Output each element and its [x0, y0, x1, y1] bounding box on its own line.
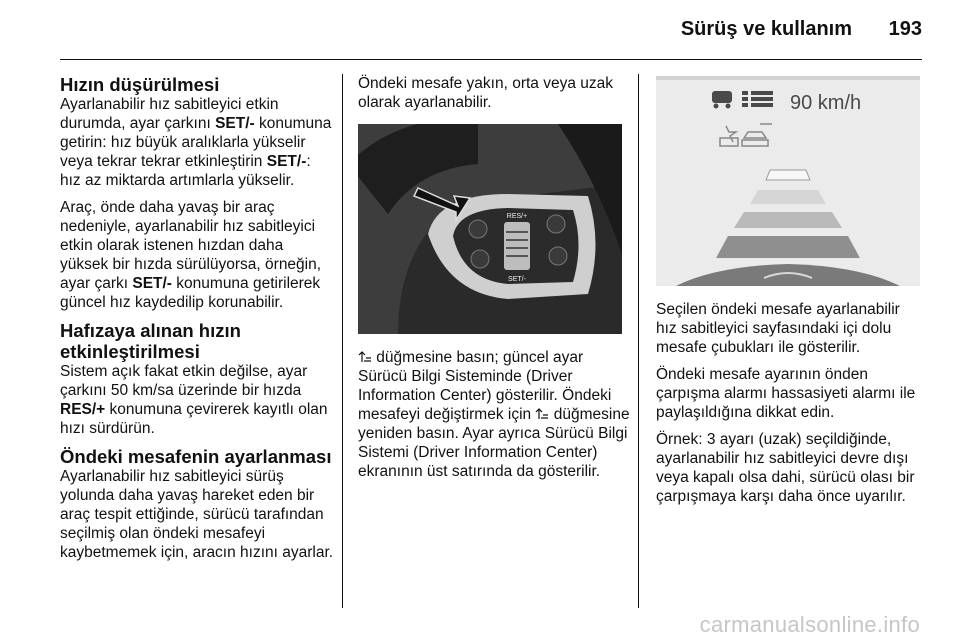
wheel-label-res: RES/+	[506, 213, 528, 220]
column-divider	[342, 74, 343, 608]
paragraph: Ayarlanabilir hız sabitleyici sürüş yolunda daha yavaş hareket eden bir araç tespit ettiğinde, sürücü tarafından seçilmiş olan öndeki mesafeyi kaybetmemek için, aracın hızını ayarlar.	[60, 468, 334, 561]
running-header-title: Sürüş ve kullanım	[680, 18, 852, 40]
page-number: 193	[888, 18, 922, 40]
column-middle-text	[358, 348, 630, 489]
distance-bar-2	[750, 190, 826, 204]
column-divider	[638, 74, 639, 608]
paragraph: Öndeki mesafe ayarının önden çarpışma alarmı hassasiyeti alarmı ile paylaşıldığına dikkat edin.	[656, 366, 916, 421]
distance-bar-1	[766, 170, 810, 180]
driver-information-center-figure	[656, 76, 920, 286]
column-middle	[358, 74, 630, 120]
column-right-text	[656, 300, 922, 514]
watermark: carmanualsonline.info	[699, 612, 920, 637]
paragraph: Sistem açık fakat etkin değilse, ayar çarkını 50 km/sa üzerinde bir hızda RES/+ konumuna çevirerek kayıtlı olan hızı sürdürün.	[60, 363, 328, 437]
distance-button-icon	[535, 408, 549, 420]
distance-bars-icon	[742, 91, 773, 107]
section-heading: Hafızaya alınan hızın etkinleştirilmesi	[60, 320, 241, 362]
distance-bar-4	[716, 236, 860, 258]
section-heading: Hızın düşürülmesi	[60, 74, 220, 95]
column-left	[60, 74, 334, 570]
steering-wheel-controls-figure	[358, 124, 622, 334]
distance-bar-3	[734, 212, 842, 228]
distance-button-icon	[358, 351, 372, 363]
paragraph: Öndeki mesafe yakın, orta veya uzak olarak ayarlanabilir.	[358, 75, 614, 111]
header-rule	[60, 59, 922, 60]
paragraph: Seçilen öndeki mesafe ayarlanabilir hız sabitleyici sayfasındaki içi dolu mesafe çubukları ile gösterilir.	[656, 301, 900, 356]
dic-speed-readout: 90 km/h	[790, 92, 862, 114]
wheel-label-set: SET/-	[508, 276, 526, 283]
section-heading: Öndeki mesafenin ayarlanması	[60, 446, 332, 467]
paragraph: Örnek: 3 ayarı (uzak) seçildiğinde, ayarlanabilir hız sabitleyici devre dışı veya kapalı olsa dahi, sürücü olası bir çarpışmaya karşı daha önce uyarılır.	[656, 431, 915, 505]
paragraph: düğmesine basın; güncel ayar Sürücü Bilgi Sisteminde (Driver Information Center) gösterilir. Öndeki mesafeyi değiştirmek için düğmesine yeniden basın. Ayar ayrıca Sürücü Bilgi Sistemi (Driver Information Center) ekranının üst satırında da gösterilir.	[358, 349, 630, 480]
paragraph: Araç, önde daha yavaş bir araç nedeniyle, ayarlanabilir hız sabitleyici etkin olarak istenen hızdan daha yüksek bir hızda sürülüyorsa, örneğin, ayar çarkı SET/- konumuna getirilerek güncel hız kaydedilip korunabilir.	[60, 199, 322, 311]
paragraph: Ayarlanabilir hız sabitleyici etkin durumda, ayar çarkını SET/- konumuna getirin: hız büyük aralıklarla yükselir veya tekrar tekrar etkinleştirin SET/-: hız az miktarda artımlarla yükselir.	[60, 96, 332, 189]
